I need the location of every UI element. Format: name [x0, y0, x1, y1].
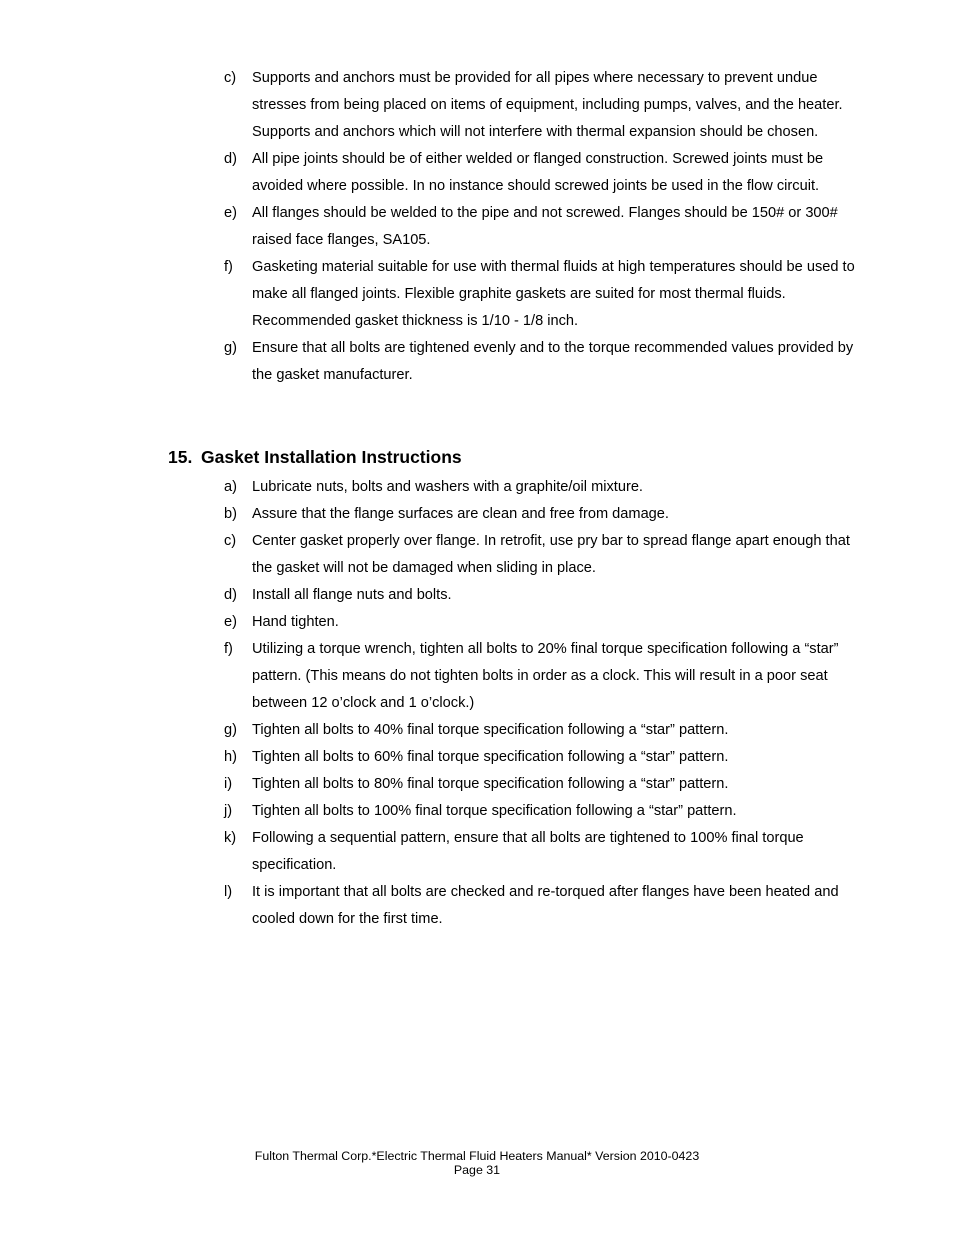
section-number: 15.: [168, 447, 193, 467]
list-item-marker: l): [224, 884, 233, 900]
list-item-marker: g): [224, 722, 237, 738]
list-item-text: Ensure that all bolts are tightened evenly and to the torque recommended values provided by the gasket manufacturer.: [252, 340, 854, 383]
list-item-text: Hand tighten.: [252, 614, 339, 630]
list-item-text: Supports and anchors must be provided for all pipes where necessary to prevent undue stresses from being placed on items of equipment, including pumps, valves, and the heater. Supports and anchors which will not interfere with thermal expansion should be chosen.: [252, 70, 843, 140]
list-item: [224, 501, 874, 528]
page-footer: [0, 1149, 954, 1177]
list-item: [224, 528, 874, 582]
list-item: [224, 636, 874, 717]
list-item-marker: d): [224, 587, 237, 603]
list-item-text: It is important that all bolts are checked and re-torqued after flanges have been heated and cooled down for the first time.: [252, 884, 839, 927]
list-item-text: Following a sequential pattern, ensure that all bolts are tightened to 100% final torque specification.: [252, 830, 804, 873]
list-item: [224, 335, 874, 389]
list-item-text: Tighten all bolts to 60% final torque specification following a “star” pattern.: [252, 749, 729, 765]
list-item: [224, 744, 874, 771]
footer-page-number: Page 31: [453, 1163, 501, 1177]
list-item-marker: b): [224, 506, 237, 522]
list-item-marker: j): [224, 803, 233, 819]
list-item-marker: f): [224, 641, 233, 657]
list-item: [224, 582, 874, 609]
list-item-marker: i): [224, 776, 233, 792]
list-item-text: Tighten all bolts to 40% final torque specification following a “star” pattern.: [252, 722, 729, 738]
list-item: [224, 254, 874, 335]
list-item-text: Utilizing a torque wrench, tighten all bolts to 20% final torque specification following a “star” pattern. (This means do not tighten bolts in order as a clock. This will result in a poor seat between 12 o’clock and 1 o’clock.): [252, 641, 839, 711]
list-item: [224, 146, 874, 200]
list-item: [224, 609, 874, 636]
list-item: [224, 798, 874, 825]
list-item-marker: k): [224, 830, 237, 846]
section-heading: [168, 444, 462, 470]
list-item-text: Center gasket properly over flange. In retrofit, use pry bar to spread flange apart enough that the gasket will not be damaged when sliding in place.: [252, 533, 850, 576]
list-item-marker: e): [224, 205, 237, 221]
list-item-marker: f): [224, 259, 233, 275]
list-item-text: Gasketing material suitable for use with thermal fluids at high temperatures should be used to make all flanged joints. Flexible graphite gaskets are suited for most thermal fluids. Recommended gasket thickness is 1/10 - 1/8 inch.: [252, 259, 855, 329]
list-item-text: Tighten all bolts to 80% final torque specification following a “star” pattern.: [252, 776, 729, 792]
section-title: Gasket Installation Instructions: [201, 447, 462, 467]
list-item-marker: c): [224, 533, 237, 549]
list-item-marker: d): [224, 151, 237, 167]
list-item: [224, 879, 874, 933]
list-item: [224, 825, 874, 879]
gasket-instructions-list: [224, 474, 874, 933]
list-item-marker: g): [224, 340, 237, 356]
list-item-text: Tighten all bolts to 100% final torque specification following a “star” pattern.: [252, 803, 737, 819]
list-item: [224, 474, 874, 501]
list-item-text: All pipe joints should be of either welded or flanged construction. Screwed joints must be avoided where possible. In no instance should screwed joints be used in the flow circuit.: [252, 151, 824, 194]
list-item-text: Install all flange nuts and bolts.: [252, 587, 452, 603]
list-item-text: Lubricate nuts, bolts and washers with a graphite/oil mixture.: [252, 479, 643, 495]
list-item: [224, 200, 874, 254]
list-item-text: Assure that the flange surfaces are clean and free from damage.: [252, 506, 669, 522]
list-item-marker: c): [224, 70, 237, 86]
list-item-marker: a): [224, 479, 237, 495]
list-item-marker: e): [224, 614, 237, 630]
list-item-marker: h): [224, 749, 237, 765]
list-item: [224, 717, 874, 744]
footer-document-title: Fulton Thermal Corp.*Electric Thermal Fluid Heaters Manual* Version 2010-0423: [254, 1149, 700, 1163]
list-item-text: All flanges should be welded to the pipe and not screwed. Flanges should be 150# or 300# raised face flanges, SA105.: [252, 205, 838, 248]
list-item: [224, 771, 874, 798]
list-item: [224, 65, 874, 146]
piping-requirements-list: [224, 65, 874, 389]
